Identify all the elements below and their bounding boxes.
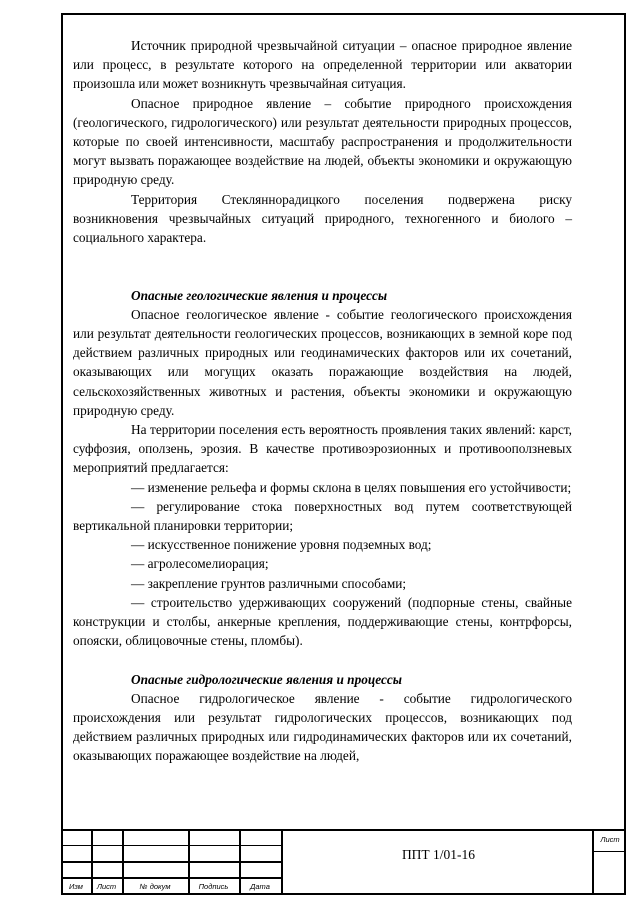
document-code: ППТ 1/01-16 bbox=[401, 847, 476, 862]
section-heading-geological: Опасные геологические явления и процессы bbox=[131, 287, 388, 303]
section-heading-hydrological: Опасные гидрологические явления и процессы bbox=[131, 671, 403, 687]
paragraph: Опасное природное явление – событие природного происхождения (геологического, гидрологического) или результат деятельности природных процессов, которые по своей интенсивности, масштабу распространения и продолжительности могут вызвать поражающее воздействие на людей, объекты экономики и окружающую природную среду. bbox=[73, 95, 572, 188]
list-item: — закрепление грунтов различными способами; bbox=[131, 575, 407, 591]
stamp-caption-sheet: Лист bbox=[96, 882, 117, 891]
paragraph: На территории поселения есть вероятность проявления таких явлений: карст, суффозия, оползень, эрозия. В качестве противоэрозионных и противооползневых мероприятий предлагается: bbox=[73, 422, 572, 476]
stamp-sheet-label: Лист bbox=[600, 835, 620, 844]
list-item: — регулирование стока поверхностных вод путем соответствующей вертикальной планировки территории; bbox=[73, 498, 572, 534]
list-item: — агролесомелиорация; bbox=[131, 556, 269, 572]
stamp-caption-date: Дата bbox=[250, 882, 270, 891]
list-item: — изменение рельефа и формы склона в целях повышения его устойчивости; bbox=[131, 479, 572, 495]
stamp-caption-signature: Подпись bbox=[198, 882, 229, 891]
paragraph: Источник природной чрезвычайной ситуации – опасное природное явление или процесс, в результате которого на определенной территории или акватории произошла или может возникнуть чрезвычайная ситуация. bbox=[73, 38, 572, 92]
list-item: — искусственное понижение уровня подземных вод; bbox=[131, 537, 432, 553]
title-block bbox=[61, 829, 626, 895]
stamp-caption-change: Изм bbox=[69, 882, 83, 891]
paragraph: Территория Стекляннорадицкого поселения подвержена риску возникновения чрезвычайных ситуаций природного, техногенного и биолого – социального характера. bbox=[73, 191, 572, 246]
paragraph: Опасное гидрологическое явление - событие гидрологического происхождения или результат гидрологических процессов, возникающих под действием различных природных или гидродинамических факторов или их сочетаний, оказывающих поражающее воздействие на людей, bbox=[73, 690, 572, 764]
paragraph: Опасное геологическое явление - событие геологического происхождения или результат деятельности геологических процессов, возникающих в земной коре под действием различных природных или геодинамических факторов или их сочетаний, оказывающих или могущих оказать поражающие воздействия на людей, сельскохозяйственных животных и растения, объекты экономики и окружающую природную среду. bbox=[73, 306, 572, 418]
document-body bbox=[73, 36, 572, 766]
list-item: — строительство удерживающих сооружений (подпорные стены, свайные конструкции и столбы, анкерные крепления, поддерживающие стены, контрфорсы, опояски, облицовочные стены, пломбы). bbox=[73, 594, 572, 649]
stamp-caption-doc-number: № докум bbox=[139, 882, 171, 891]
